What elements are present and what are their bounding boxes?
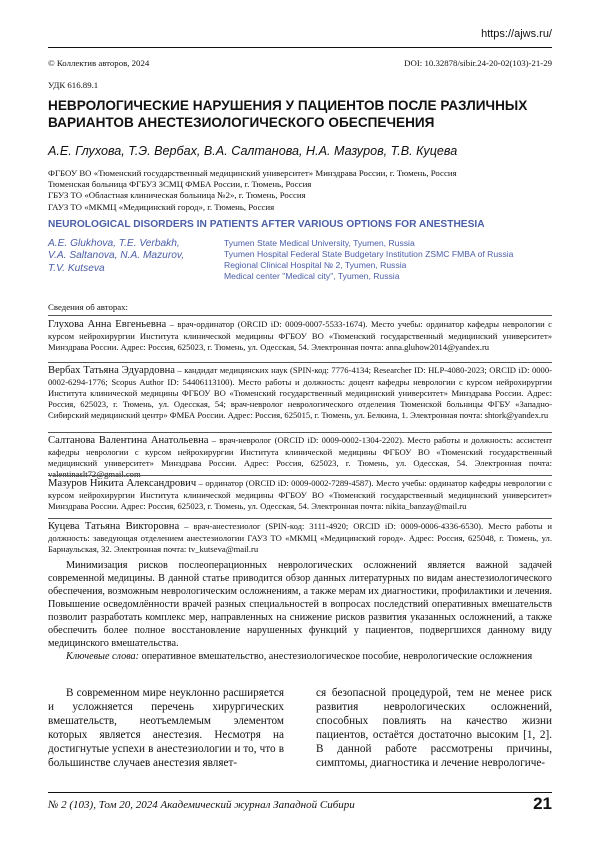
bios-heading: Сведения об авторах: — [48, 302, 128, 312]
author-bio-text: – врач-ординатор (ORCID iD: 0009-0007-5533-1674). Место учебы: ординатор кафедры неврологии с курсом нейрохирургии Института клинической медицины ФГБОУ ВО «Тюменский государственный медицинский университет» Минздрава России. Адрес: Россия, 625023, г. Тюмень, ул. Одесская, 54. Электронная почта: anna.gluhow2014@yandex.ru — [48, 319, 552, 352]
keywords-text: оперативное вмешательство, анестезиологическое пособие, неврологические осложнения — [139, 651, 533, 662]
body-column-left — [48, 686, 284, 771]
author-bio-name: Куцева Татьяна Викторовна — [48, 521, 180, 532]
author-bio-name: Мазуров Никита Александрович — [48, 478, 197, 489]
affiliation-en: Tyumen Hospital Federal State Budgetary Institution ZSMC FMBA of Russia — [224, 249, 514, 260]
author-line-en: T.V. Kutseva — [48, 262, 105, 274]
author-bio — [48, 319, 552, 353]
author-bio-name: Салтанова Валентина Анатольевна — [48, 435, 209, 446]
affiliation-ru: ГАУЗ ТО «МКМЦ «Медицинский город», г. Тюмень, Россия — [48, 201, 275, 212]
affiliation-ru: ГБУЗ ТО «Областная клиническая больница №2», г. Тюмень, Россия — [48, 190, 306, 201]
copyright: © Коллектив авторов, 2024 — [48, 58, 150, 68]
doi[interactable]: DOI: 10.32878/sibir.24-20-02(103)-21-29 — [404, 58, 552, 68]
authors-ru: А.Е. Глухова, Т.Э. Вербах, В.А. Салтанова, Н.А. Мазуров, Т.В. Куцева — [48, 144, 458, 158]
affiliation-ru: ФГБОУ ВО «Тюменский государственный медицинский университет» Минздрава России, г. Тюмень, Россия — [48, 168, 457, 178]
page-number: 21 — [533, 794, 552, 813]
author-bio-text: – врач-невролог (ORCID iD: 0009-0002-1304-2202). Место работы и должность: ассистент кафедры неврологии с курсом нейрохирургии Института клинической медицины ФГБОУ ВО «Тюменский государственный медицинский университет» Минздрава России. Адрес: Россия, 625023, г. Тюмень, ул. Одесская, 54. Электронная почта: valentinaslt72@gmail.com — [48, 435, 552, 479]
abstract — [48, 559, 552, 663]
affiliations-ru — [48, 168, 552, 213]
journal-url[interactable]: https://ajws.ru/ — [481, 28, 552, 40]
author-bio — [48, 521, 552, 555]
divider — [48, 475, 552, 476]
author-line-en: A.E. Glukhova, T.E. Verbakh, — [48, 238, 180, 249]
affiliation-en: Regional Clinical Hospital № 2, Tyumen, Russia — [224, 260, 407, 271]
author-bio — [48, 478, 552, 512]
divider — [48, 432, 552, 433]
author-bio — [48, 365, 552, 421]
header-rule — [48, 47, 552, 48]
affiliations-en — [224, 238, 552, 282]
footer-rule — [48, 792, 552, 793]
divider — [48, 362, 552, 363]
abstract-text: Минимизация рисков послеоперационных неврологических осложнений является важной задачей современной медицины. В данной статье приводится обзор данных литературных по видам анестезиологического обеспечения, возможным неврологическим осложнениям, а также мерам их диагностики, профилактики и лечения. Повышение осведомлённости врачей разных специальностей в вопросах последствий оперативных вмешательств позволит разработать комплекс мер, направленных на снижение рисков развития указанных осложнений, а также обеспечить более полное восстановление нарушенных функций у пациентов, подвергшихся данному виду медицинского вмешательства. — [48, 560, 552, 649]
udk-code: УДК 616.89.1 — [48, 80, 99, 90]
article-title-ru: НЕВРОЛОГИЧЕСКИЕ НАРУШЕНИЯ У ПАЦИЕНТОВ ПОСЛЕ РАЗЛИЧНЫХ ВАРИАНТОВ АНЕСТЕЗИОЛОГИЧЕСКОГО ОБЕСПЕЧЕНИЯ — [48, 98, 528, 131]
author-bio — [48, 435, 552, 480]
body-paragraph: ся безопасной процедурой, тем не менее риск развития неврологических осложнений, способных повлиять на качество жизни пациентов, остаётся достаточно высоким [1, 2]. В данной работе рассмотрены причины, симптомы, диагностика и лечение неврологиче- — [316, 687, 552, 770]
author-line-en: V.A. Saltanova, N.A. Mazurov, — [48, 250, 185, 262]
journal-issue: № 2 (103), Том 20, 2024 Академический журнал Западной Сибири — [48, 799, 355, 811]
article-title-en: NEUROLOGICAL DISORDERS IN PATIENTS AFTER VARIOUS OPTIONS FOR ANESTHESIA — [48, 219, 485, 230]
keywords — [48, 650, 552, 663]
author-bio-name: Вербах Татьяна Эдуардовна — [48, 365, 175, 376]
affiliation-ru: Тюменская больница ФГБУЗ ЗСМЦ ФМБА России, г. Тюмень, Россия — [48, 179, 312, 190]
affiliation-en: Tyumen State Medical University, Tyumen, Russia — [224, 238, 415, 248]
authors-en — [48, 238, 208, 275]
author-bio-name: Глухова Анна Евгеньевна — [48, 319, 167, 330]
author-bio-text: – врач-анестезиолог (SPIN-код: 3111-4920; ORCID iD: 0009-0006-4336-6530). Место работы и должность: заведующая отделением анестезиологии ГАУЗ ТО «МКМЦ «Медицинский город». Адрес: Россия, 625048, г. Тюмень, ул. Барнаульская, 32. Электронная почта: tv_kutseva@mail.ru — [48, 521, 552, 554]
divider — [48, 315, 552, 316]
body-paragraph: В современном мире неуклонно расширяется и усложняется перечень хирургических вмешательств, неотъемлемым элементом которых является анестезия. Несмотря на достигнутые успехи в анестезиологии и то, что в большинстве случаев анестезия являет- — [48, 687, 284, 770]
author-bio-text: – кандидат медицинских наук (SPIN-код: 7776-4134; Researcher ID: HLP-4080-2023; ORCID iD: 0000-0002-6294-1776; Scopus Author ID: 54406113100). Место работы и должность: доцент кафедры неврологии с курсом нейрохирургии Института клинической медицины ФГБОУ ВО «Тюменский государственный медицинский университет» Минздрава России. Адрес: Россия, 625023, г. Тюмень, ул. Одесская, 54; врач-невролог неврологического отделения Тюменской больницы ФГБУ «Западно-Сибирский медицинский центр» ФМБА России. Адрес: Россия, 625015, г. Тюмень, ул. Белкина, 1. Электронная почта: shtork@yandex.ru — [48, 365, 552, 420]
divider — [48, 518, 552, 519]
keywords-label: Ключевые слова: — [66, 651, 140, 662]
body-column-right — [316, 686, 552, 771]
author-bio-text: – ординатор (ORCID iD: 0009-0002-7289-4587). Место учебы: ординатор кафедры неврологии с курсом нейрохирургии Института клинической медицины ФГБОУ ВО «Тюменский государственный медицинский университет» Минздрава России. Адрес: Россия, 625023, г. Тюмень, ул. Одесская, 54. Электронная почта: nikita_banzay@mail.ru — [48, 478, 553, 511]
affiliation-en: Medical center "Medical city", Tyumen, Russia — [224, 271, 400, 282]
